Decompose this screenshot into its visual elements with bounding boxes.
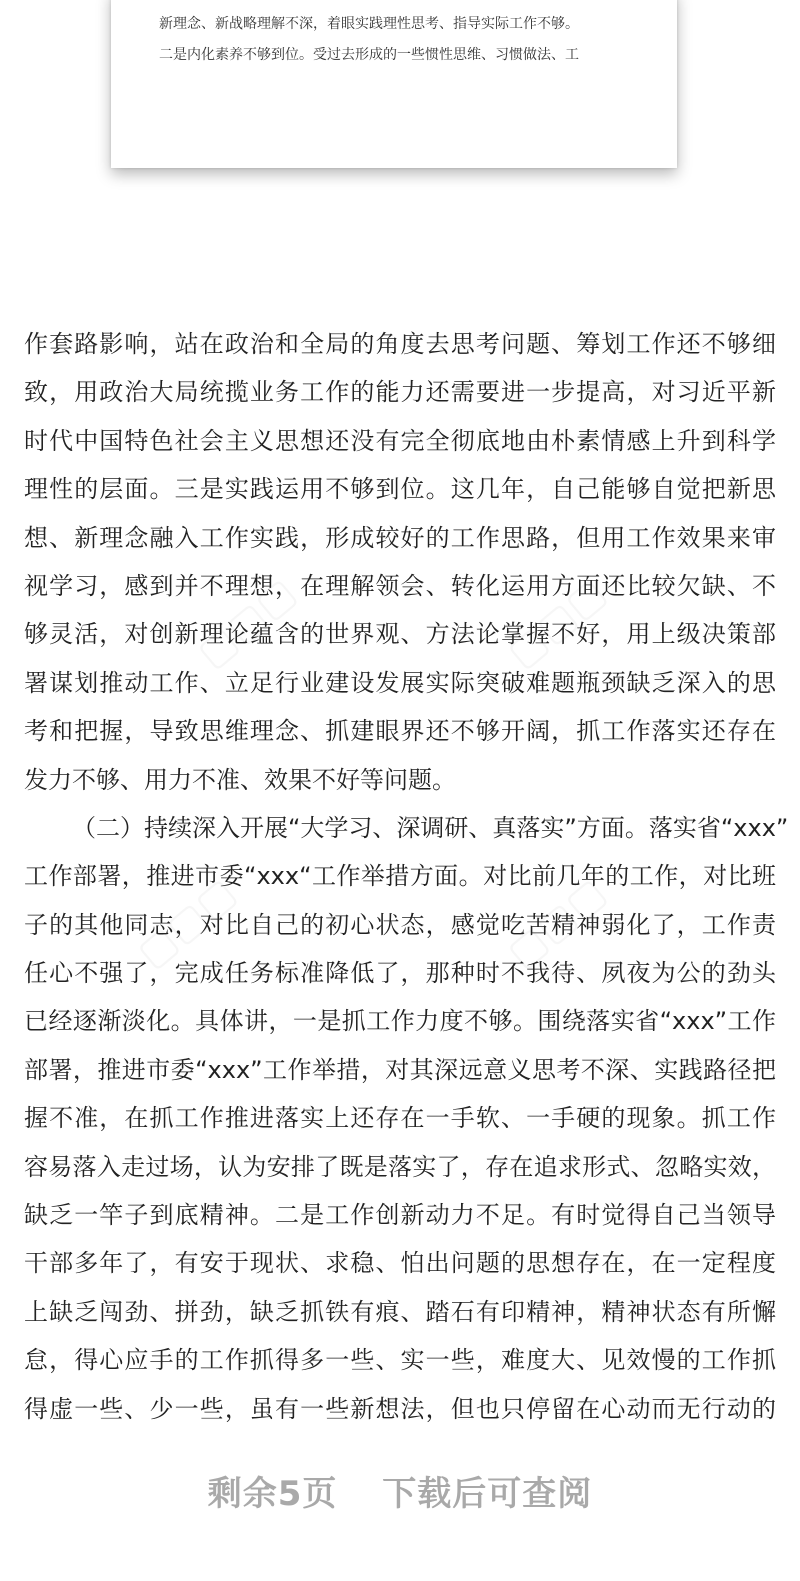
- download-hint-label: 下载后可查阅: [382, 1474, 593, 1514]
- body-line: 工作部署，推进市委“xxx“工作举措方面。对比前几年的工作，对比班: [24, 862, 776, 891]
- body-line: 理性的层面。三是实践运用不够到位。这几年，自己能够自觉把新思: [24, 475, 776, 504]
- body-line: 子的其他同志，对比自己的初心状态，感觉吃苦精神弱化了，工作责: [24, 910, 776, 939]
- body-line: 怠，得心应手的工作抓得多一些、实一些，难度大、见效慢的工作抓: [24, 1346, 776, 1375]
- body-line: 考和把握，导致思维理念、抓建眼界还不够开阔，抓工作落实还存在: [24, 717, 776, 746]
- section-heading-line: （二）持续深入开展“大学习、深调研、真落实”方面。落实省“xxx”: [72, 813, 789, 842]
- body-line: 作套路影响，站在政治和全局的角度去思考问题、筹划工作还不够细: [24, 330, 776, 358]
- body-line: 上缺乏闯劲、拼劲，缺乏抓铁有痕、踏石有印精神，精神状态有所懈: [24, 1297, 776, 1326]
- body-line: 部署，推进市委“xxx”工作举措，对其深远意义思考不深、实践路径把: [24, 1055, 776, 1084]
- body-line: 想、新理念融入工作实践，形成较好的工作思路，但用工作效果来审: [24, 523, 776, 552]
- remaining-pages-label: 剩余5页: [207, 1474, 338, 1514]
- card-text-line: 二是内化素养不够到位。受过去形成的一些惯性思维、习惯做法、工: [159, 47, 579, 63]
- body-line: 够灵活，对创新理论蕴含的世界观、方法论掌握不好，用上级决策部: [24, 620, 776, 649]
- body-line: 发力不够、用力不准、效果不好等问题。: [24, 765, 456, 794]
- body-line: 时代中国特色社会主义思想还没有完全彻底地由朴素情感上升到科学: [24, 426, 776, 455]
- body-line: 握不准，在抓工作推进落实上还存在一手软、一手硬的现象。抓工作: [24, 1104, 776, 1133]
- body-line: 已经逐渐淡化。具体讲，一是抓工作力度不够。围绕落实省“xxx”工作: [24, 1007, 776, 1036]
- body-line: 任心不强了，完成任务标准降低了，那种时不我待、夙夜为公的劲头: [24, 959, 776, 988]
- download-prompt[interactable]: [0, 1466, 800, 1515]
- body-line: 缺乏一竿子到底精神。二是工作创新动力不足。有时觉得自己当领导: [24, 1201, 776, 1230]
- card-text-line: 新理念、新战略理解不深，着眼实践理性思考、指导实际工作不够。: [159, 16, 579, 32]
- body-line: 得虚一些、少一些，虽有一些新想法，但也只停留在心动而无行动的: [24, 1394, 776, 1423]
- body-line: 署谋划推动工作、立足行业建设发展实际突破难题瓶颈缺乏深入的思: [24, 668, 776, 697]
- document-body: [24, 320, 789, 1433]
- body-line: 干部多年了，有安于现状、求稳、怕出问题的思想存在，在一定程度: [24, 1249, 776, 1278]
- preview-page-card: [111, 0, 677, 168]
- body-line: 视学习，感到并不理想，在理解领会、转化运用方面还比较欠缺、不: [24, 571, 776, 600]
- body-line: 致，用政治大局统揽业务工作的能力还需要进一步提高，对习近平新: [24, 378, 776, 407]
- body-line: 容易落入走过场，认为安排了既是落实了，存在追求形式、忽略实效，: [24, 1152, 776, 1181]
